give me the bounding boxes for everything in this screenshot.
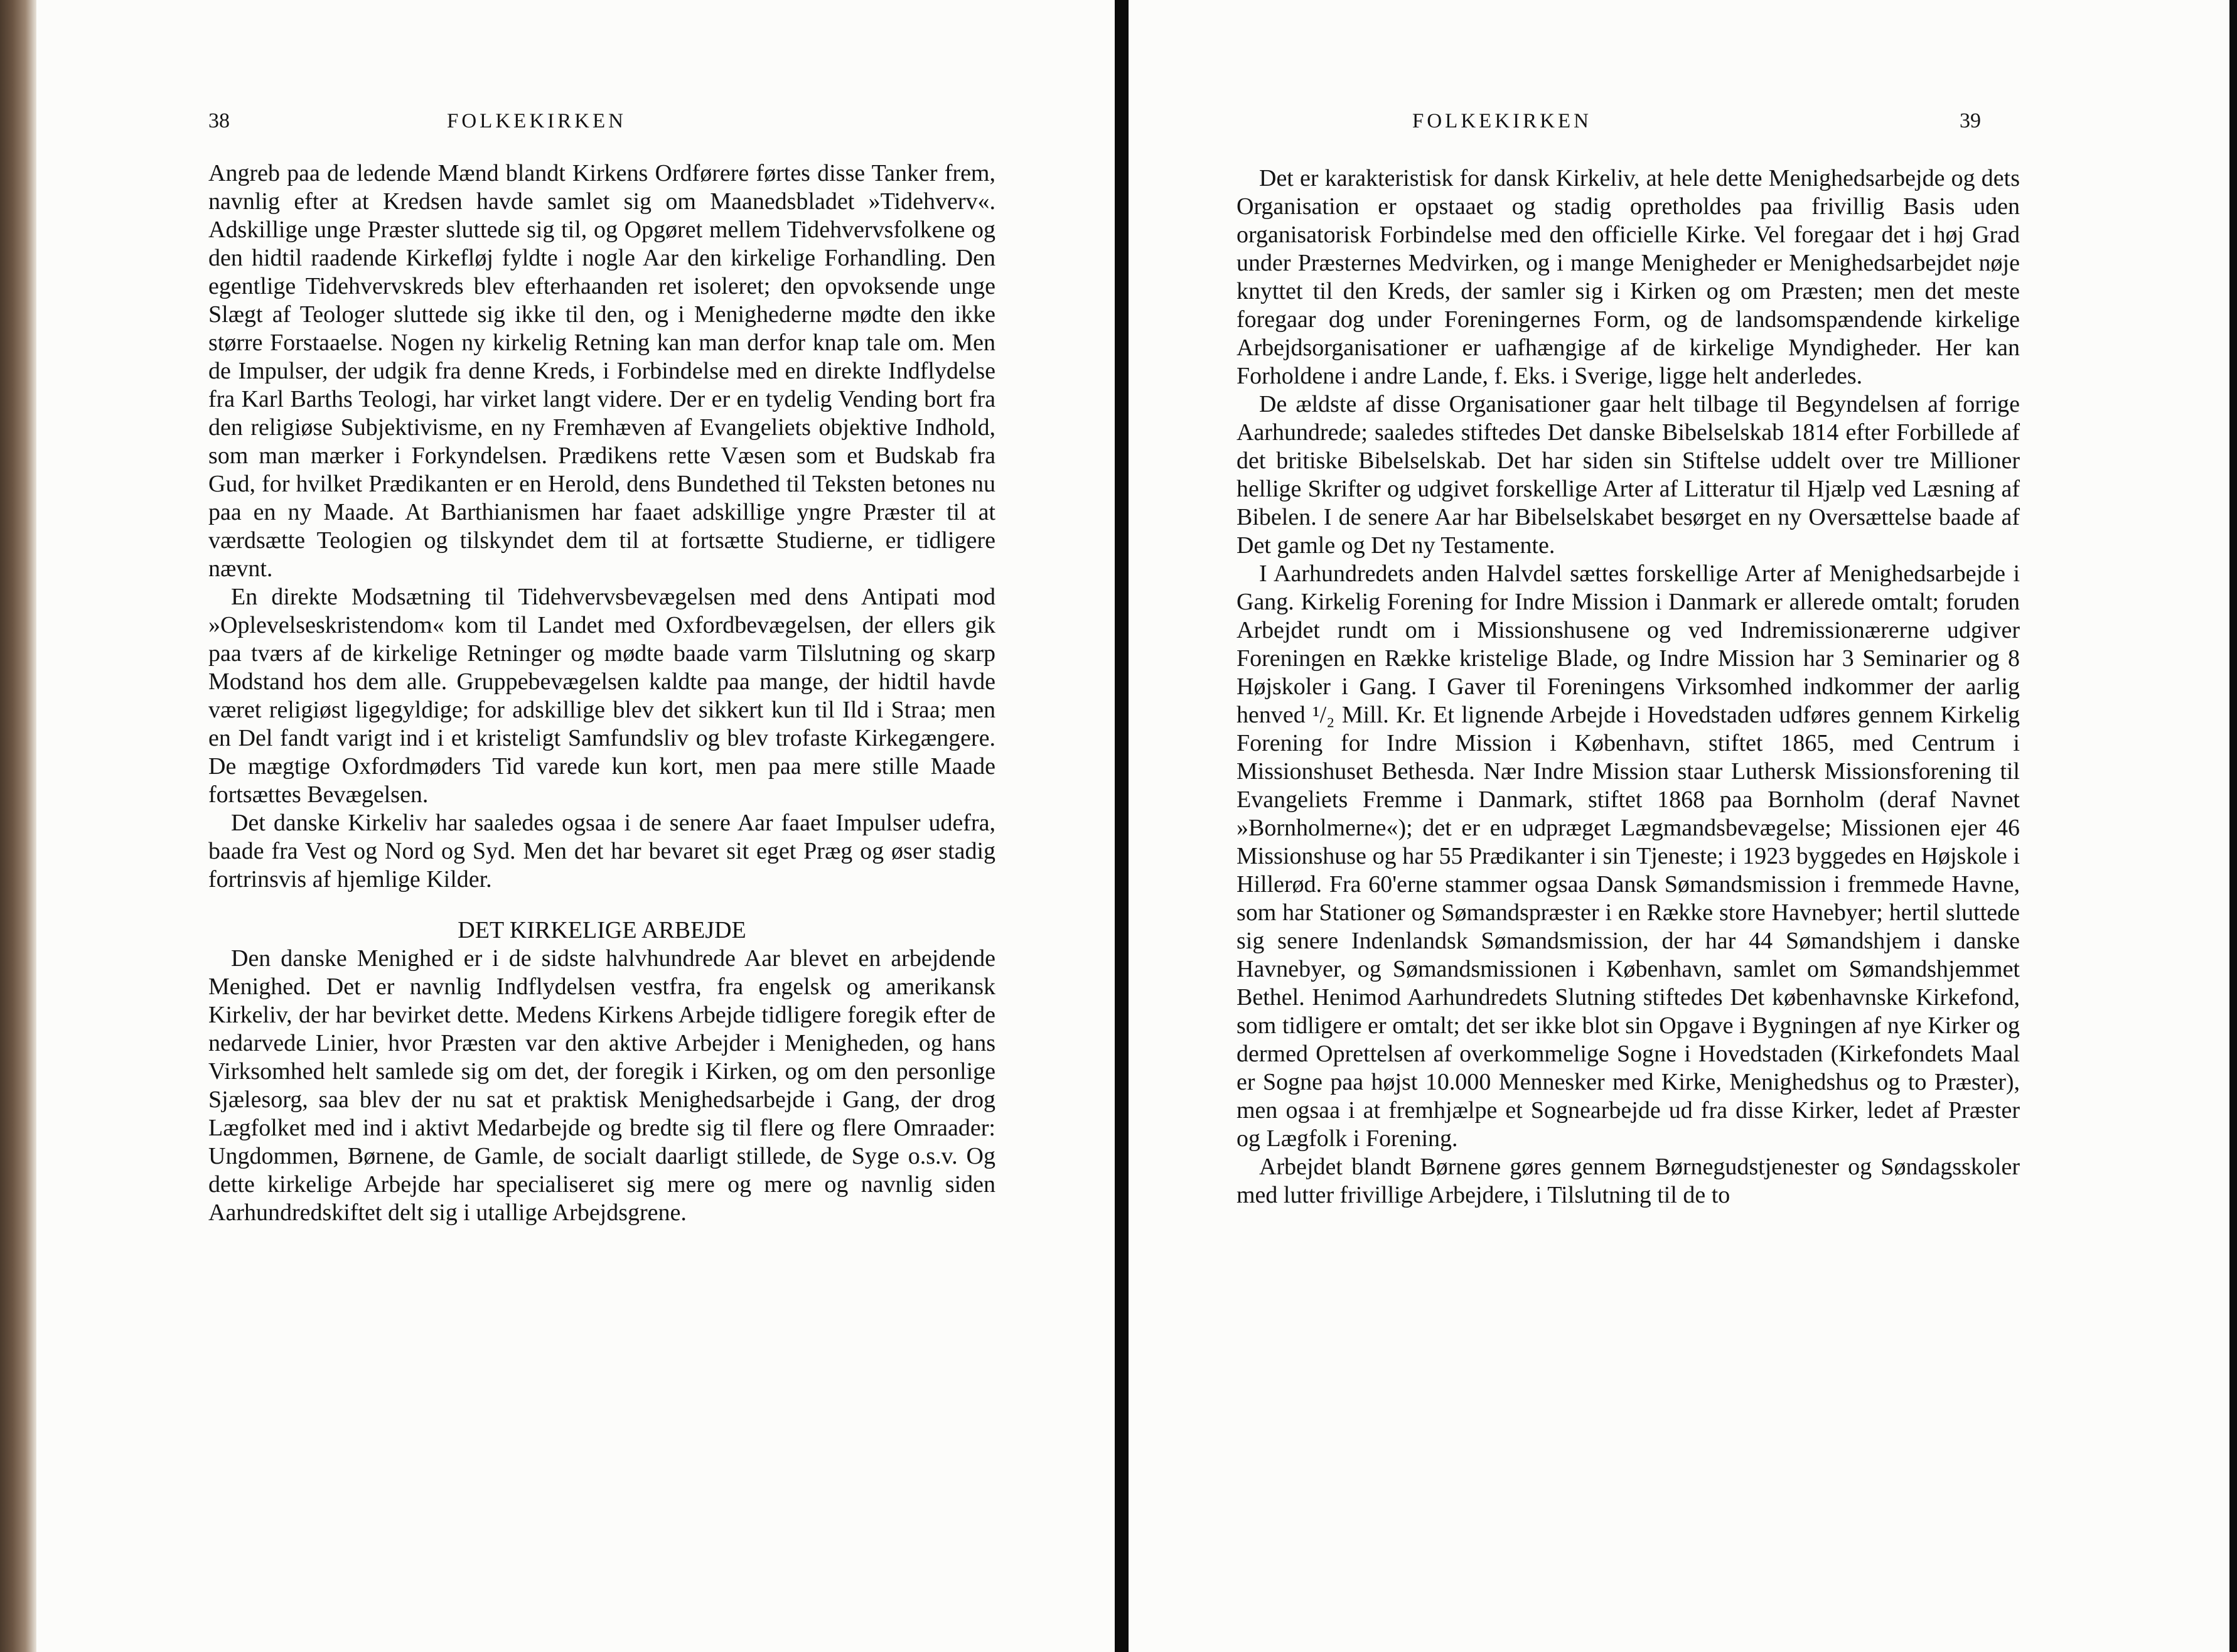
section-heading: DET KIRKELIGE ARBEJDE (458, 917, 746, 943)
left-running-head: FOLKEKIRKEN (447, 109, 626, 132)
left-page-number: 38 (208, 109, 230, 132)
left-text-body (208, 159, 995, 1227)
book-binding-edge (0, 0, 36, 1652)
left-section-paragraph: Den danske Menighed er i de sidste halvhundrede Aar blevet en arbejdende Menighed. Det er navnlig Indflydelsen vestfra, fra engelsk og amerikansk Kirkeliv, der har bevirket dette. Medens Kirkens Arbejde tidligere foregik efter de nedarvede Linier, hvor Præsten var den aktive Arbejder i Menigheden, og hans Virksomhed helt samlede sig om det, der foregik i Kirken, og om den personlige Sjælesorg, saa blev der nu sat et praktisk Menighedsarbejde i Gang, der drog Lægfolket med ind i aktivt Medarbejde og bredte sig til flere og flere Omraader: Ungdommen, Børnene, de Gamle, de socialt daarligt stillede, de Syge o.s.v. Og dette kirkelige Arbejde har specialiseret sig mere og mere og navnlig siden Aarhundredskiftet delt sig i utallige Arbejdsgrene. (208, 945, 995, 1226)
right-page (1129, 0, 2229, 1652)
left-paragraph-1: Angreb paa de ledende Mænd blandt Kirkens Ordførere førtes disse Tanker frem, navnlig efter at Kredsen havde samlet sig om Maanedsbladet »Tidehverv«. Adskillige unge Præster sluttede sig til, og Opgøret mellem Tidehvervsfolkene og den hidtil raadende Kirkefløj fyldte i nogle Aar den kirkelige Forhandling. Den egentlige Tidehvervskreds blev efterhaanden ret isoleret; den opvoksende unge Slægt af Teologer sluttede sig ikke til den, og i Menighederne mødte den ikke større Forstaaelse. Nogen ny kirkelig Retning kan man derfor knap tale om. Men de Impulser, der udgik fra denne Kreds, i Forbindelse med en direkte Indflydelse fra Karl Barths Teologi, har virket langt videre. Der er en tydelig Vending bort fra den religiøse Subjektivisme, en ny Fremhæven af Evangeliets objektive Indhold, som man mærker i Forkyndelsen. Prædikens rette Væsen som et Budskab fra Gud, for hvilket Prædikanten er en Herold, dens Bundethed til Teksten betones nu paa en ny Maade. At Barthianismen har faaet adskillige yngre Præster til at værdsætte Teologien og tilskyndet dem til at fortsætte Studierne, er tidligere nævnt. (208, 160, 995, 582)
left-header (208, 99, 999, 143)
right-running-head: FOLKEKIRKEN (1412, 109, 1592, 132)
left-paragraph-3: Det danske Kirkeliv har saaledes ogsaa i de senere Aar faaet Impulser udefra, baade fra Vest og Nord og Syd. Men det har bevaret sit eget Præg og øser stadig fortrinsvis af hjemlige Kilder. (208, 810, 995, 893)
right-header (1198, 99, 2001, 143)
right-paragraph-2: De ældste af disse Organisationer gaar helt tilbage til Begyndelsen af forrige Aarhundrede; saaledes stiftedes Det danske Bibelselskab 1814 efter Forbillede af det britiske Bibelselskab. Det har siden sin Stiftelse uddelt over tre Millioner hellige Skrifter og udgivet forskellige Arter af Litteratur til Hjælp ved Læsning af Bibelen. I de senere Aar har Bibelselskabet besørget en ny Oversættelse baade af Det gamle og Det ny Testamente. (1237, 391, 2020, 559)
right-paragraph-3: I Aarhundredets anden Halvdel sættes forskellige Arter af Menighedsarbejde i Gang. Kirkelig Forening for Indre Mission i Danmark er allerede omtalt; foruden Arbejdet rundt om i Missionshusene og ved Indremissionærerne udgiver Foreningen en Række kristelige Blade, og Indre Mission har 3 Seminarier og 8 Højskoler i Gang. I Gaver til Foreningens Virksomhed indkommer der aarlig henved ¹/₂ Mill. Kr. Et lignende Arbejde i Hovedstaden udføres gennem Kirkelig Forening for Indre Mission i København, stiftet 1865, med Centrum i Missionshuset Bethesda. Nær Indre Mission staar Luthersk Missionsforening til Evangeliets Fremme i Danmark, stiftet 1868 paa Bornholm (deraf Navnet »Bornholmerne«); det er en udpræget Lægmandsbevægelse; Missionen ejer 46 Missionshuse og har 55 Prædikanter i sin Tjeneste; i 1923 byggedes en Højskole i Hillerød. Fra 60'erne stammer ogsaa Dansk Sømandsmission i fremmede Havne, som har Stationer og Sømandspræster i en Række store Havnebyer; hertil sluttede sig senere Indenlandsk Sømandsmission, der har 44 Sømandshjem i danske Havnebyer, og Sømandsmissionen i København, samlet om Sømandshjemmet Bethel. Henimod Aarhundredets Slutning stiftedes Det københavnske Kirkefond, som tidligere er omtalt; det ser ikke blot sin Opgave i Bygningen af nye Kirker og dermed Oprettelsen af overkommelige Sogne i Hovedstaden (Kirkefondets Maal er Sogne paa højst 10.000 Mennesker med Kirke, Menighedshus og to Præster), men ogsaa i at fremhjælpe et Sognearbejde ud fra disse Kirker, ledet af Præster og Lægfolk i Forening. (1237, 560, 2020, 1152)
right-page-number: 39 (1960, 109, 1981, 132)
left-page (0, 0, 1115, 1652)
right-paragraph-1: Det er karakteristisk for dansk Kirkeliv, at hele dette Menighedsarbejde og dets Organisation er opstaaet og stadig opretholdes paa frivillig Basis uden organisatorisk Forbindelse med den officielle Kirke. Vel foregaar det i høj Grad under Præsternes Medvirken, og i mange Menigheder er Menighedsarbejdet nøje knyttet til den Kreds, der samler sig i Kirken og om Præsten; men det meste foregaar dog under Foreningernes Form, og de landsomspændende kirkelige Arbejdsorganisationer er uafhængige af de kirkelige Myndigheder. Her kan Forholdene i andre Lande, f. Eks. i Sverige, ligge helt anderledes. (1237, 165, 2020, 389)
right-text-body (1237, 164, 2020, 1210)
right-paragraph-4: Arbejdet blandt Børnene gøres gennem Børnegudstjenester og Søndagsskoler med lutter frivillige Arbejdere, i Tilslutning til de to (1237, 1154, 2020, 1208)
left-paragraph-2: En direkte Modsætning til Tidehvervsbevægelsen med dens Antipati mod »Oplevelseskristendom« kom til Landet med Oxfordbevægelsen, der ellers gik paa tværs af de kirkelige Retninger og mødte baade varm Tilslutning og skarp Modstand hos dem alle. Gruppebevægelsen kaldte paa mange, der hidtil havde været religiøst ligegyldige; for adskillige blev det sikkert kun til Ild i Straa; men en Del fandt varigt ind i et kristeligt Samfundsliv og blev trofaste Kirkegængere. De mægtige Oxfordmøders Tid varede kun kort, men paa mere stille Maade fortsættes Bevægelsen. (208, 584, 995, 808)
